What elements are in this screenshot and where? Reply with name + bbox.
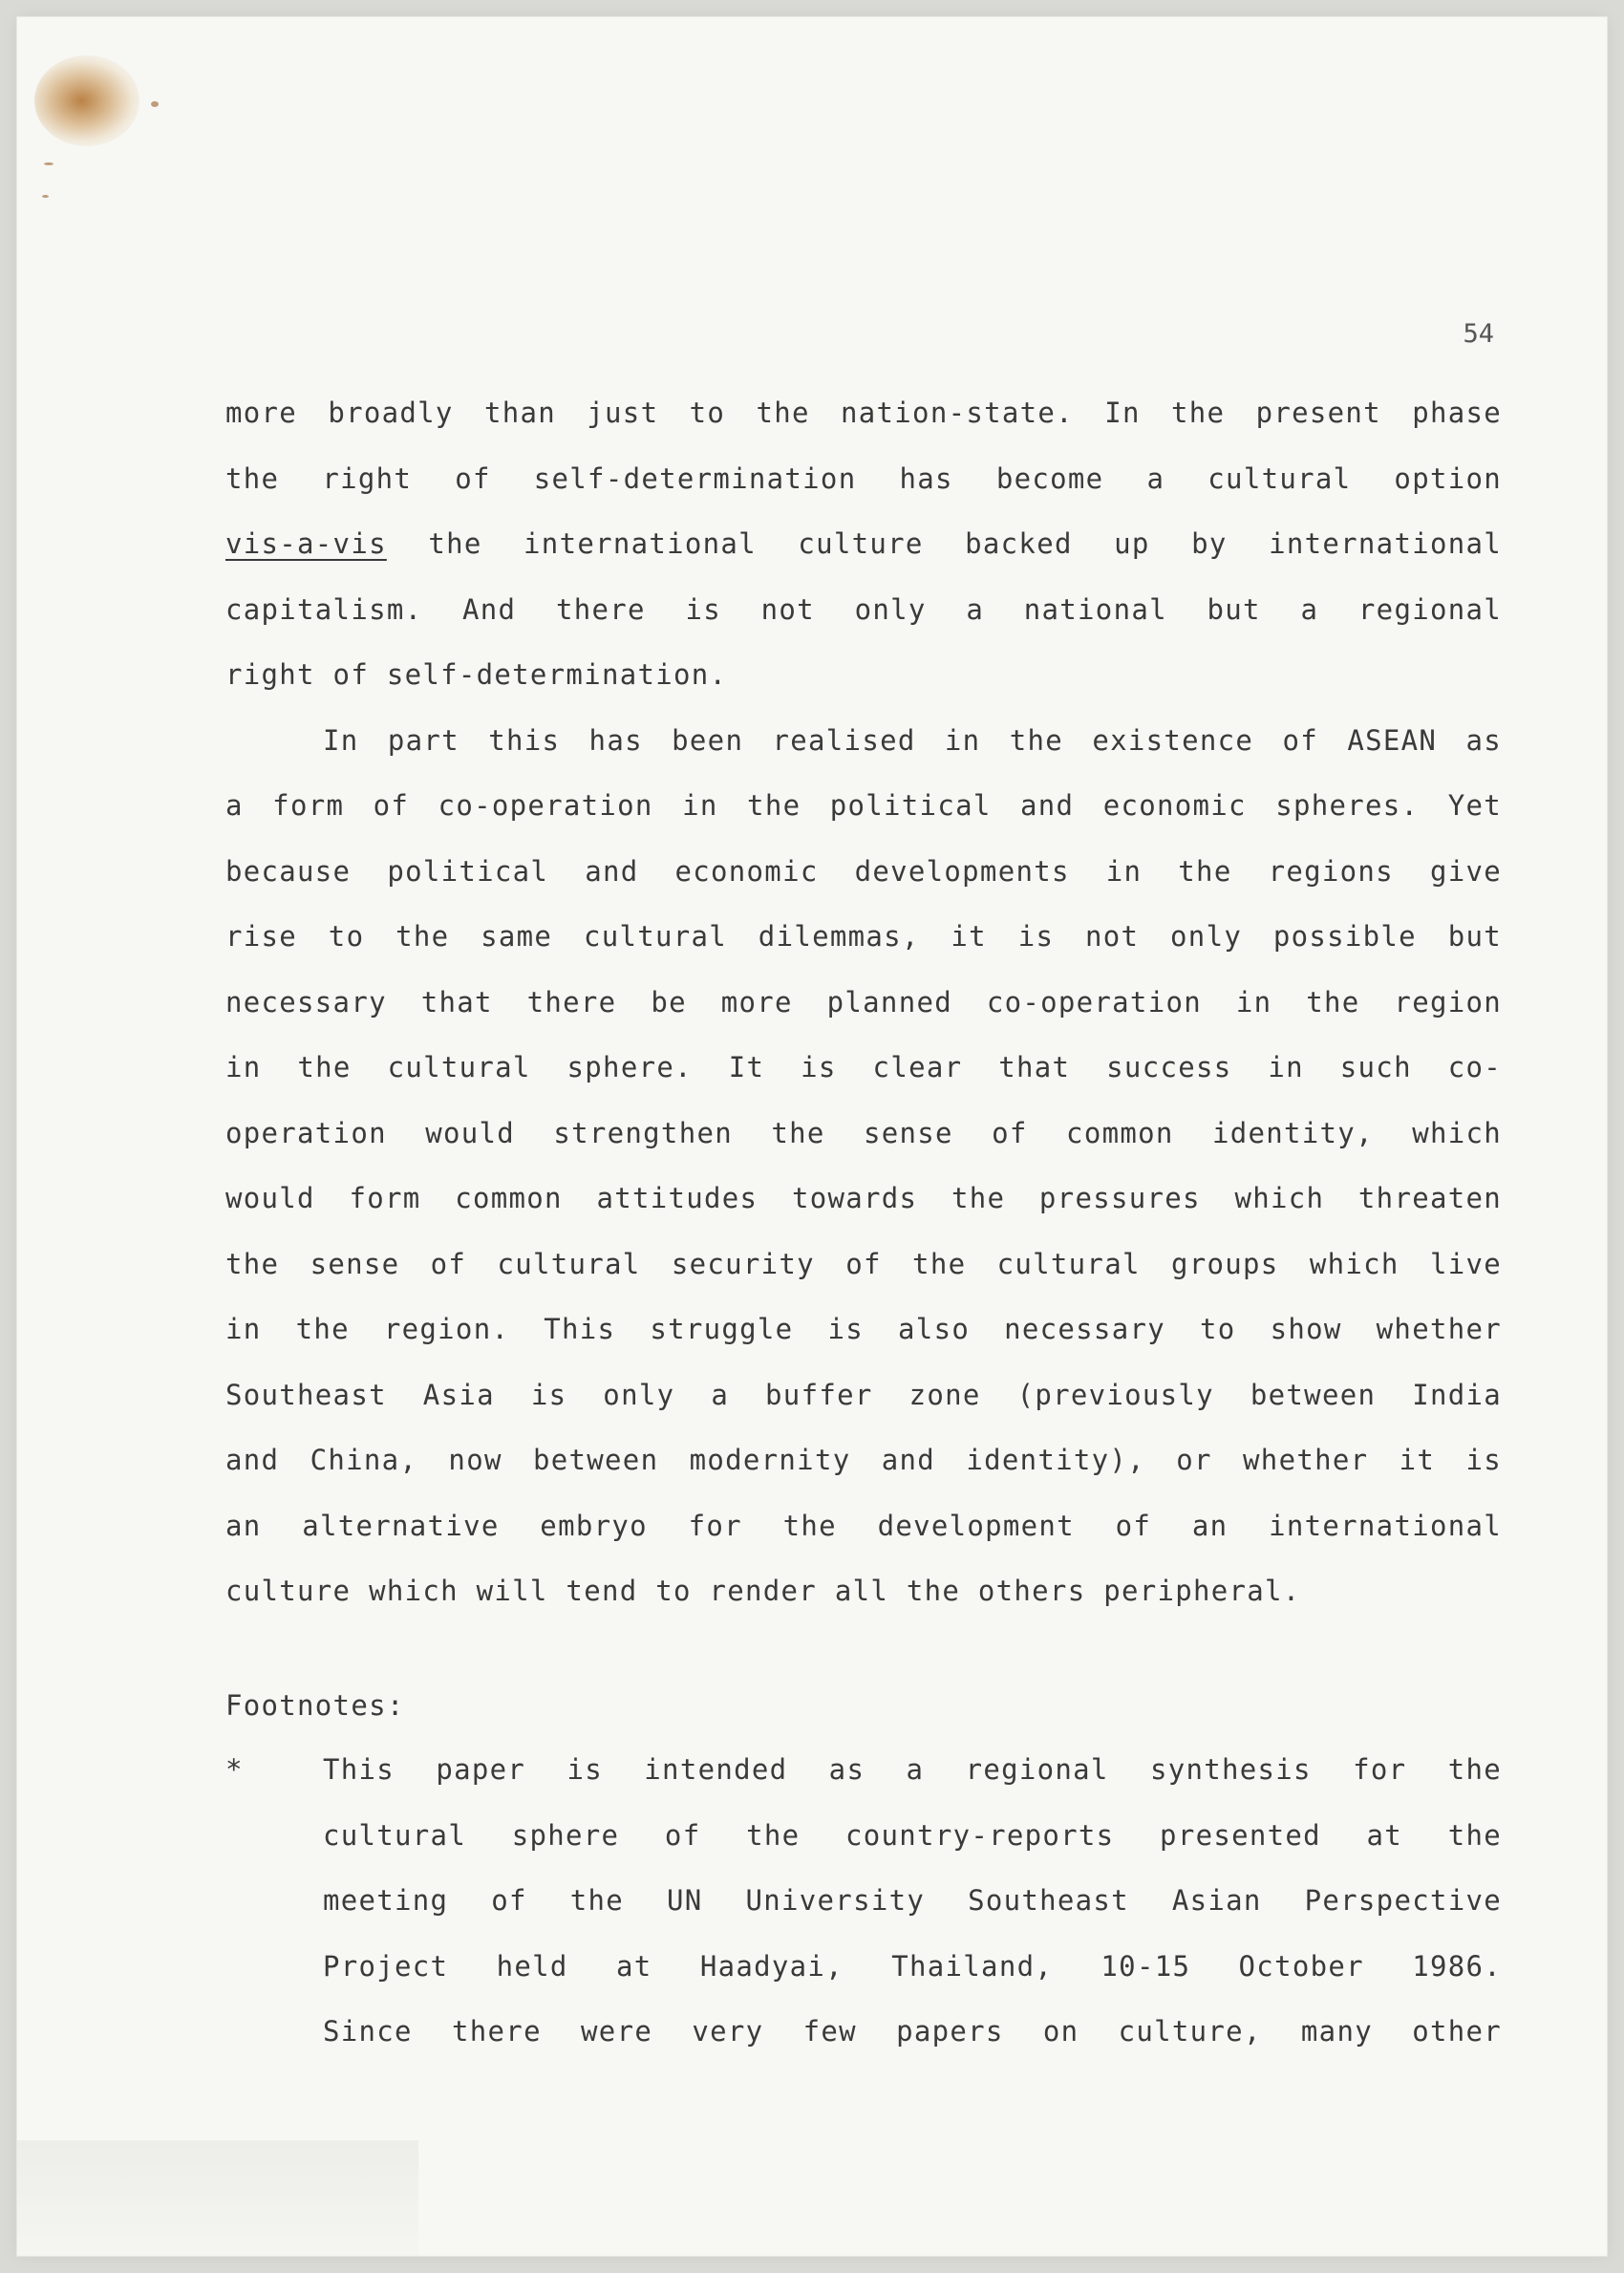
text-line: because political and economic developments in the regions give	[225, 854, 1502, 888]
footnote-line: meeting of the UN University Southeast Asian Perspective	[323, 1884, 1502, 1917]
text-line: operation would strengthen the sense of common identity, which	[225, 1116, 1502, 1149]
text-line	[225, 511, 1502, 577]
text-line: the sense of cultural security of the cultural groups which live	[225, 1247, 1502, 1280]
text-line: In part this has been realised in the existence of ASEAN as	[323, 723, 1502, 757]
text-line: would form common attitudes towards the pressures which threaten	[225, 1182, 1502, 1214]
page-number: 54	[1463, 319, 1494, 349]
stain-mark	[34, 55, 139, 146]
footnote-line: Project held at Haadyai, Thailand, 10-15 October 1986.	[323, 1949, 1502, 1983]
text-line: right of self-determination.	[225, 658, 728, 691]
footnote-marker: *	[225, 1753, 244, 1786]
text-line: in the cultural sphere. It is clear that success in such co-	[225, 1051, 1502, 1083]
text-line: necessary that there be more planned co-operation in the region	[225, 985, 1502, 1019]
text-line: in the region. This struggle is also necessary to show whether	[225, 1313, 1502, 1345]
footnote-line: cultural sphere of the country-reports presented at the	[323, 1818, 1502, 1852]
text-line: rise to the same cultural dilemmas, it is not only possible but	[225, 920, 1502, 953]
text-line: a form of co-operation in the political and economic spheres. Yet	[225, 789, 1502, 822]
scan-shadow	[17, 2140, 418, 2256]
text-line: culture which will tend to render all the others peripheral.	[225, 1575, 1301, 1607]
text-line: Southeast Asia is only a buffer zone (previously between India	[225, 1378, 1502, 1411]
footnotes-heading: Footnotes:	[225, 1689, 405, 1722]
stain-speck	[151, 101, 159, 107]
footnote-line: This paper is intended as a regional synthesis for the	[323, 1753, 1502, 1786]
text-line: the right of self-determination has become a cultural option	[225, 461, 1502, 495]
underlined-term: vis-a-vis	[225, 527, 387, 560]
text-line: more broadly than just to the nation-state. In the present phase	[225, 397, 1502, 429]
stain-speck	[42, 195, 49, 198]
footnote-line: Since there were very few papers on culture, many other	[323, 2015, 1502, 2048]
stain-speck	[44, 162, 53, 165]
body-text	[225, 380, 1502, 1624]
text-line-rest: the international culture backed up by international	[428, 527, 1502, 560]
text-line: an alternative embryo for the development of an international	[225, 1509, 1502, 1542]
text-line: and China, now between modernity and identity), or whether it is	[225, 1444, 1502, 1476]
text-line: capitalism. And there is not only a national but a regional	[225, 592, 1502, 626]
footnote-text	[323, 1737, 1502, 2065]
document-page	[17, 17, 1607, 2256]
